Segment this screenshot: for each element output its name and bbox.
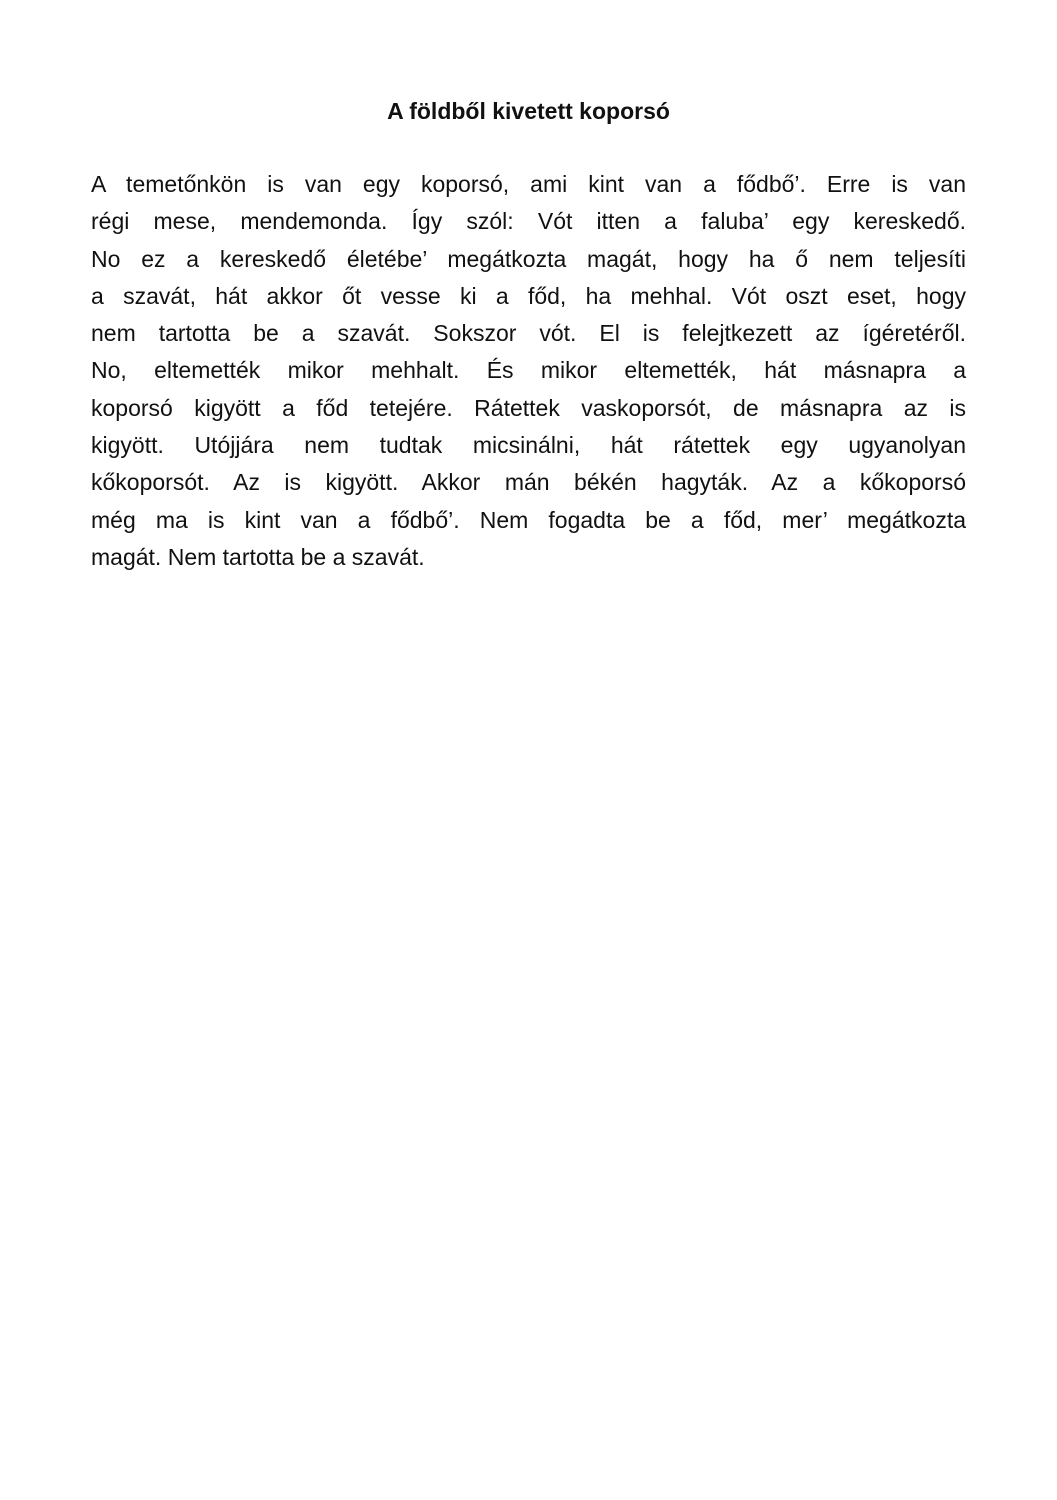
paragraph-line: kigyött. Utójjára nem tudtak micsinálni, hát rátettek egy ugyanolyan (91, 432, 966, 459)
paragraph-line: régi mese, mendemonda. Így szól: Vót itten a faluba’ egy kereskedő. (91, 208, 966, 235)
paragraph-line: magát. Nem tartotta be a szavát. (91, 543, 425, 570)
paragraph-line: a szavát, hát akkor őt vesse ki a főd, ha mehhal. Vót oszt eset, hogy (91, 282, 966, 309)
paragraph-line: még ma is kint van a fődbő’. Nem fogadta be a főd, mer’ megátkozta (91, 506, 966, 533)
paragraph-line: kőkoporsót. Az is kigyött. Akkor mán békén hagyták. Az a kőkoporsó (91, 469, 966, 496)
paragraph-line: koporsó kigyött a főd tetejére. Rátettek vaskoporsót, de másnapra az is (91, 394, 966, 421)
paragraph-line: nem tartotta be a szavát. Sokszor vót. El is felejtkezett az ígéretéről. (91, 320, 966, 347)
paragraph-line: A temetőnkön is van egy koporsó, ami kint van a fődbő’. Erre is van (91, 171, 966, 197)
paragraph-line: No ez a kereskedő életébe’ megátkozta magát, hogy ha ő nem teljesíti (91, 245, 966, 272)
paragraph-line: No, eltemették mikor mehhalt. És mikor eltemették, hát másnapra a (91, 357, 966, 384)
document-title: A földből kivetett koporsó (387, 98, 670, 124)
story-paragraph (91, 166, 966, 576)
